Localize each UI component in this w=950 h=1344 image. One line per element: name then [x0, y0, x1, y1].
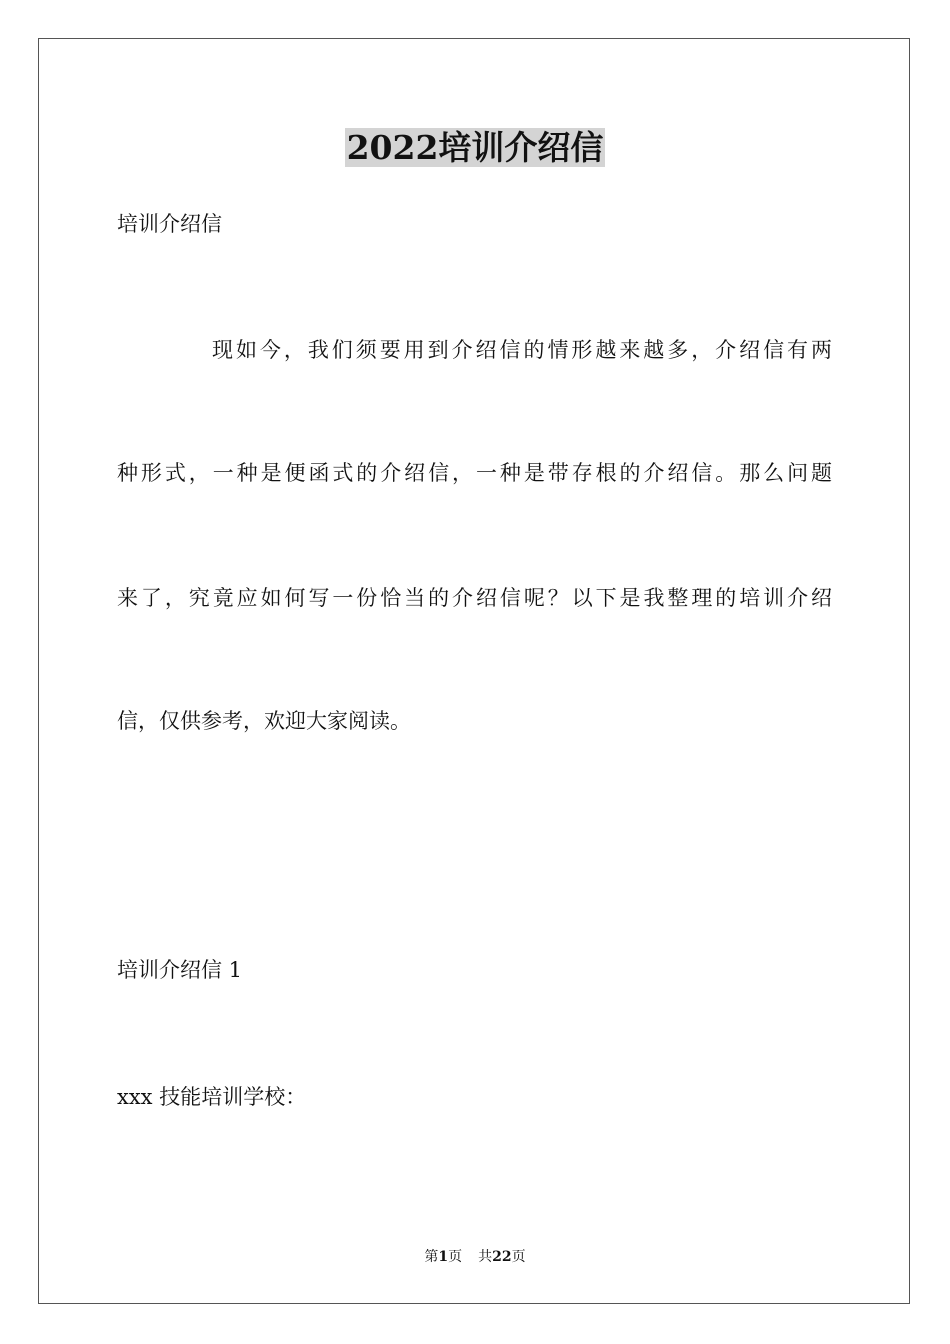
intro-paragraph-line: 来了，究竟应如何写一份恰当的介绍信呢？以下是我整理的培训介绍 — [117, 586, 832, 610]
document-title-text: 2022培训介绍信 — [346, 128, 604, 167]
document-subtitle: 培训介绍信 — [117, 212, 222, 236]
intro-paragraph-line-last: 信，仅供参考，欢迎大家阅读。 — [117, 709, 411, 733]
letter-salutation: xxx 技能培训学校： — [117, 1085, 307, 1109]
document-title — [0, 128, 950, 168]
footer-total-suffix: 页 — [511, 1249, 526, 1265]
footer-page-prefix: 第 — [424, 1249, 439, 1265]
footer-total-prefix: 共 — [478, 1249, 493, 1265]
intro-paragraph-line: 种形式，一种是便函式的介绍信，一种是带存根的介绍信。那么问题 — [117, 461, 832, 485]
footer-page-mid: 页 — [448, 1249, 463, 1265]
footer-page-total: 22 — [492, 1249, 512, 1265]
section-heading: 培训介绍信 1 — [117, 958, 243, 982]
page-footer — [0, 1248, 950, 1266]
intro-paragraph-line: 现如今，我们须要用到介绍信的情形越来越多，介绍信有两 — [212, 338, 832, 362]
footer-page-current: 1 — [438, 1249, 449, 1265]
